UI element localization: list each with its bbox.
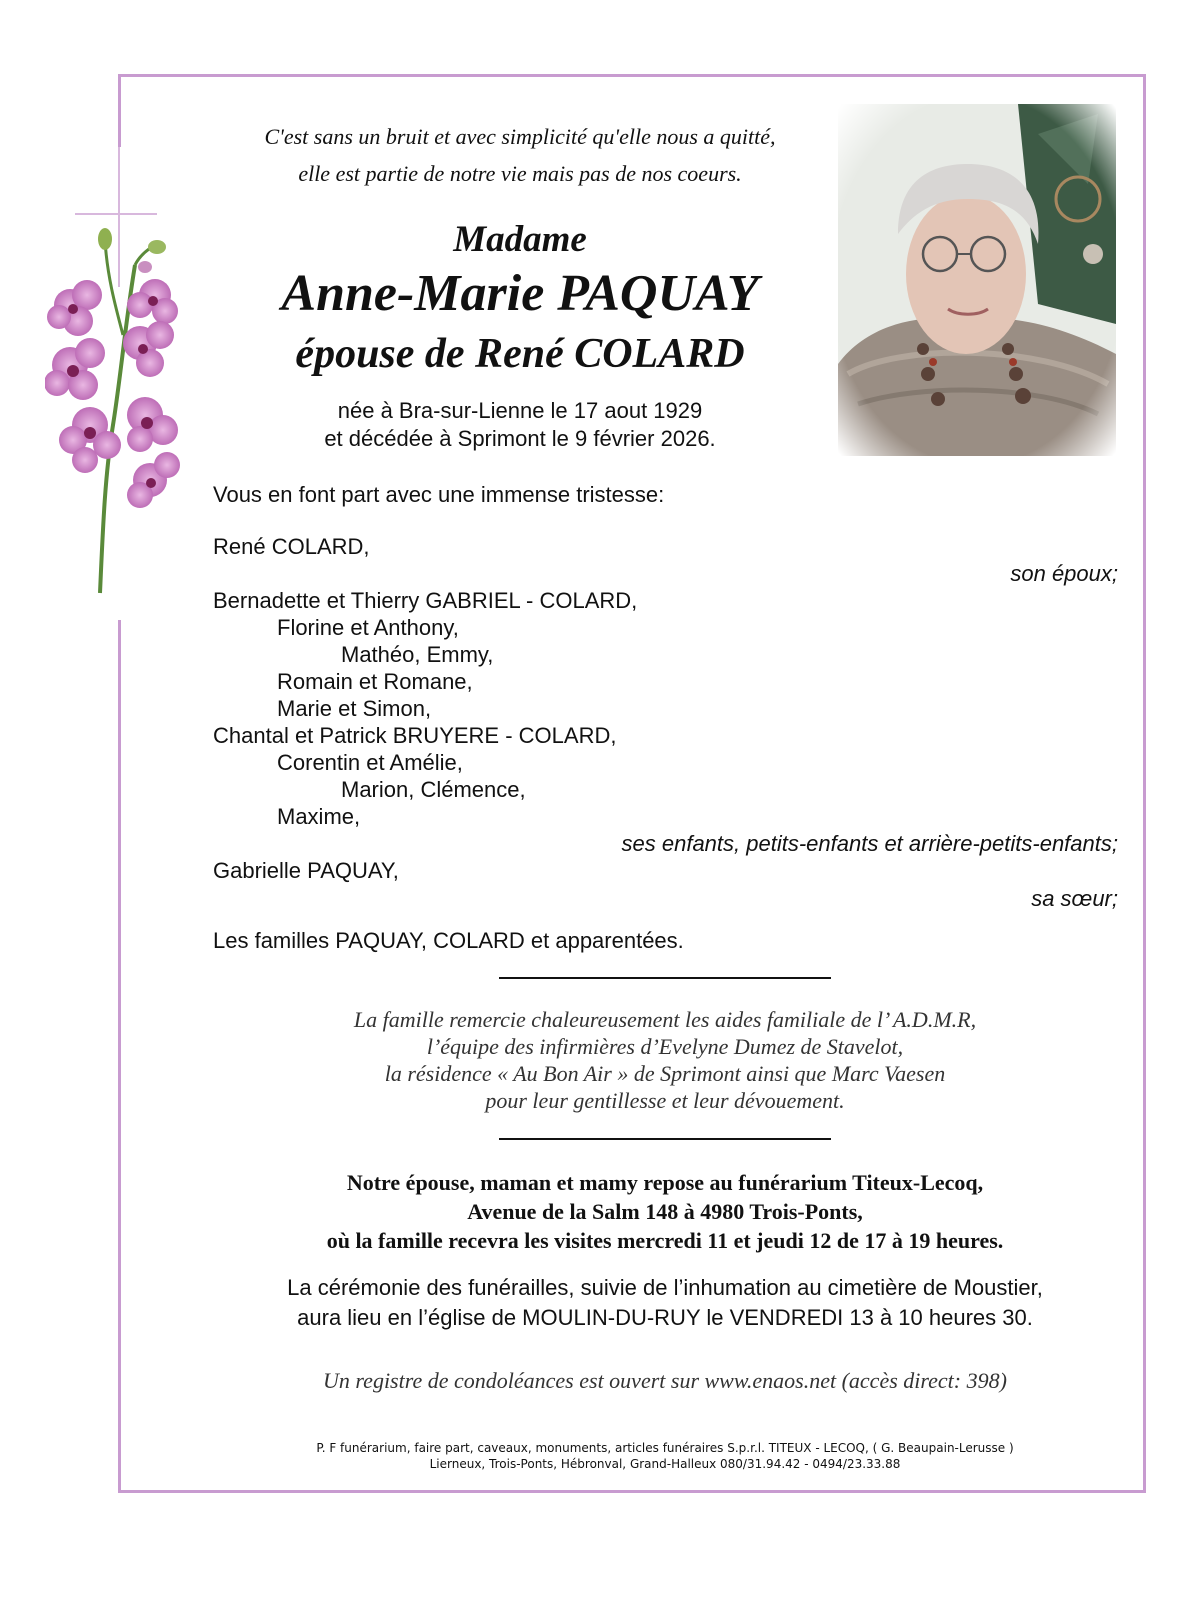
ceremony-line: aura lieu en l’église de MOULIN-DU-RUY le VENDREDI 13 à 10 heures 30. <box>297 1305 1033 1330</box>
separator-line <box>499 1138 831 1140</box>
families-line: Les familles PAQUAY, COLARD et apparentées. <box>213 928 684 953</box>
thanks-line: La famille remercie chaleureusement les aides familiale de l’ A.D.M.R, <box>353 1007 977 1032</box>
relation-label: son époux; <box>1010 561 1118 586</box>
ceremony-line: La cérémonie des funérailles, suivie de l’inhumation au cimetière de Moustier, <box>287 1275 1043 1300</box>
family-member: Bernadette et Thierry GABRIEL - COLARD, <box>213 588 638 613</box>
funerarium-line: Notre épouse, maman et mamy repose au funérarium Titeux-Lecoq, <box>346 1170 984 1195</box>
funerarium-line: Avenue de la Salm 148 à 4980 Trois-Ponts, <box>467 1199 863 1224</box>
portrait-photo <box>838 104 1116 456</box>
family-member: Maxime, <box>277 804 361 829</box>
epigraph <box>200 118 840 192</box>
birth-line: née à Bra-sur-Lienne le 17 aout 1929 <box>337 398 703 423</box>
dates-block <box>200 397 840 453</box>
thanks-line: la résidence « Au Bon Air » de Sprimont ainsi que Marc Vaesen <box>384 1061 946 1086</box>
thanks-line: l’équipe des infirmières d’Evelyne Dumez de Stavelot, <box>426 1034 904 1059</box>
frame-left-border-upper <box>118 74 121 147</box>
family-member: Florine et Anthony, <box>277 615 459 640</box>
orchid-illustration <box>45 225 185 595</box>
family-member: René COLARD, <box>213 534 370 559</box>
condolence-register: Un registre de condoléances est ouvert sur www.enaos.net (accès direct: 398) <box>323 1368 1007 1393</box>
spouse-line: épouse de René COLARD <box>295 331 745 377</box>
thanks-paragraph <box>200 1006 1130 1114</box>
thanks-line: pour leur gentillesse et leur dévouement. <box>485 1088 845 1113</box>
family-member: Gabrielle PAQUAY, <box>213 858 399 883</box>
family-member: Chantal et Patrick BRUYERE - COLARD, <box>213 723 617 748</box>
frame-bottom-border <box>118 1490 1146 1493</box>
footer-line: Lierneux, Trois-Ponts, Hébronval, Grand-Halleux 080/31.94.42 - 0494/23.33.88 <box>429 1457 901 1471</box>
family-member: Romain et Romane, <box>277 669 473 694</box>
deceased-name: Anne-Marie PAQUAY <box>281 265 759 322</box>
relation-label: ses enfants, petits-enfants et arrière-petits-enfants; <box>621 831 1118 856</box>
funerarium-info <box>150 1168 1180 1255</box>
funerarium-line: où la famille recevra les visites mercredi 11 et jeudi 12 de 17 à 19 heures. <box>326 1228 1004 1253</box>
family-member: Marie et Simon, <box>277 696 432 721</box>
family-member: Marion, Clémence, <box>341 777 526 802</box>
epigraph-line: C'est sans un bruit et avec simplicité qu'elle nous a quitté, <box>264 124 776 149</box>
death-line: et décédée à Sprimont le 9 février 2026. <box>324 426 716 451</box>
frame-top-border <box>118 74 1146 77</box>
cross-horizontal <box>75 213 157 215</box>
relation-label: sa sœur; <box>1031 886 1118 911</box>
honorific-title: Madame <box>453 219 587 260</box>
epigraph-line: elle est partie de notre vie mais pas de nos coeurs. <box>298 161 742 186</box>
announcement-intro: Vous en font part avec une immense tristesse: <box>213 482 665 507</box>
footer-line: P. F funérarium, faire part, caveaux, monuments, articles funéraires S.p.r.l. TITEUX - LECOQ, ( G. Beaupain-Lerusse ) <box>316 1441 1014 1455</box>
funeral-home-footer <box>150 1440 1180 1472</box>
family-member: Corentin et Amélie, <box>277 750 463 775</box>
ceremony-info <box>150 1273 1180 1333</box>
separator-line <box>499 977 831 979</box>
family-member: Mathéo, Emmy, <box>341 642 494 667</box>
frame-left-border-lower <box>118 620 121 1493</box>
